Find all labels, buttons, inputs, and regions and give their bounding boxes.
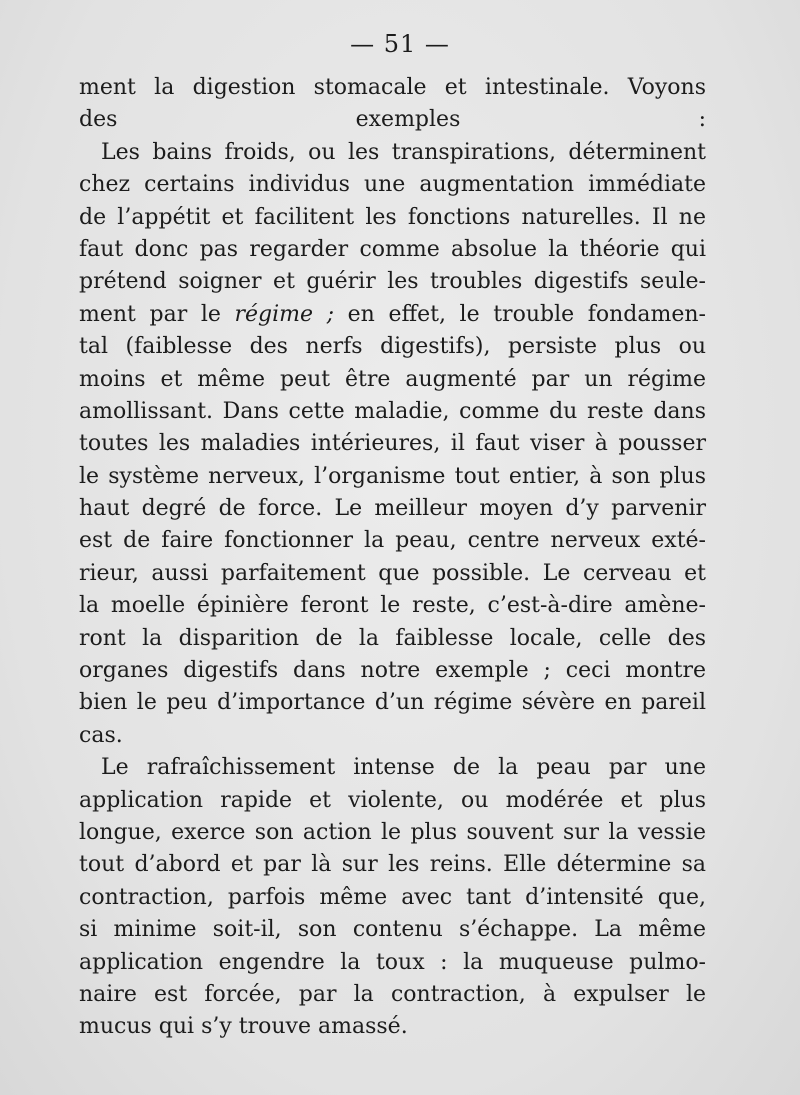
text-line-content: toutes les maladies intérieures, il faut viser à pousser	[79, 431, 706, 457]
text-line	[79, 623, 706, 655]
text-line	[79, 104, 706, 136]
text-line	[79, 299, 706, 331]
body-text	[79, 72, 706, 1044]
text-line-content: ment par le	[79, 301, 221, 327]
text-line-content: si minime soit-il, son contenu s’échappe. La même	[79, 917, 706, 943]
text-line-content: de l’appétit et facilitent les fonctions naturelles. Il ne	[79, 204, 706, 230]
text-line	[79, 234, 706, 266]
italic-word: régime ;	[234, 301, 335, 327]
text-line	[79, 1011, 706, 1043]
text-line	[79, 72, 706, 104]
text-line	[79, 720, 706, 752]
text-line-content: Les bains froids, ou les transpirations, déterminent	[101, 139, 706, 165]
text-line-content: ment la digestion stomacale et intestinale. Voyons	[79, 75, 706, 100]
text-line-content: ront la disparition de la faiblesse locale, celle des	[79, 625, 706, 651]
text-line	[79, 752, 706, 784]
text-line-content: application engendre la toux : la muqueuse pulmo-	[79, 949, 706, 975]
text-line	[79, 428, 706, 460]
text-line	[79, 461, 706, 493]
text-line	[79, 493, 706, 525]
text-line	[79, 785, 706, 817]
text-line-content: la moelle épinière feront le reste, c’est-à-dire amène-	[79, 593, 706, 619]
text-line-content: le système nerveux, l’organisme tout entier, à son plus	[79, 463, 706, 489]
text-line	[79, 655, 706, 687]
text-line-content: mucus qui s’y trouve amassé.	[79, 1014, 408, 1040]
text-line	[79, 331, 706, 363]
text-line-content: prétend soigner et guérir les troubles digestifs seule-	[79, 269, 706, 295]
text-line-continuation: en effet, le trouble fondamen-	[334, 301, 706, 327]
text-line	[79, 137, 706, 169]
text-line-content: chez certains individus une augmentation immédiate	[79, 172, 706, 198]
text-line	[79, 558, 706, 590]
text-line	[79, 266, 706, 298]
text-line	[79, 817, 706, 849]
text-line-content: application rapide et violente, ou modérée et plus	[79, 787, 706, 813]
text-line-content: amollissant. Dans cette maladie, comme du reste dans	[79, 398, 706, 424]
text-line-content: rieur, aussi parfaitement que possible. Le cerveau et	[79, 560, 706, 586]
text-line-content: naire est forcée, par la contraction, à expulser le	[79, 981, 706, 1007]
text-line	[79, 979, 706, 1011]
text-line-content: tout d’abord et par là sur les reins. Elle détermine sa	[79, 852, 706, 878]
text-line-content: faut donc pas regarder comme absolue la théorie qui	[79, 236, 706, 262]
text-line	[79, 849, 706, 881]
text-line	[79, 525, 706, 557]
text-line-content: contraction, parfois même avec tant d’intensité que,	[79, 884, 706, 910]
text-line	[79, 396, 706, 428]
text-line-content: des exemples :	[79, 107, 706, 133]
page-number: — 51 —	[350, 30, 450, 58]
text-line-content: tal (faiblesse des nerfs digestifs), persiste plus ou	[79, 334, 706, 360]
text-line-content: haut degré de force. Le meilleur moyen d’y parvenir	[79, 496, 706, 522]
text-line-content: organes digestifs dans notre exemple ; ceci montre	[79, 658, 706, 684]
text-line-content: cas.	[79, 722, 123, 748]
text-line-content: longue, exerce son action le plus souvent sur la vessie	[79, 819, 706, 845]
text-line-content: moins et même peut être augmenté par un régime	[79, 366, 706, 392]
text-line	[79, 882, 706, 914]
text-line	[79, 687, 706, 719]
text-line	[79, 169, 706, 201]
text-line	[79, 202, 706, 234]
text-line-content: Le rafraîchissement intense de la peau par une	[101, 755, 706, 781]
text-line	[79, 947, 706, 979]
text-line-content: bien le peu d’importance d’un régime sévère en pareil	[79, 690, 706, 716]
text-line	[79, 590, 706, 622]
text-line	[79, 364, 706, 396]
text-line-content: est de faire fonctionner la peau, centre nerveux exté-	[79, 528, 706, 554]
text-line	[79, 914, 706, 946]
